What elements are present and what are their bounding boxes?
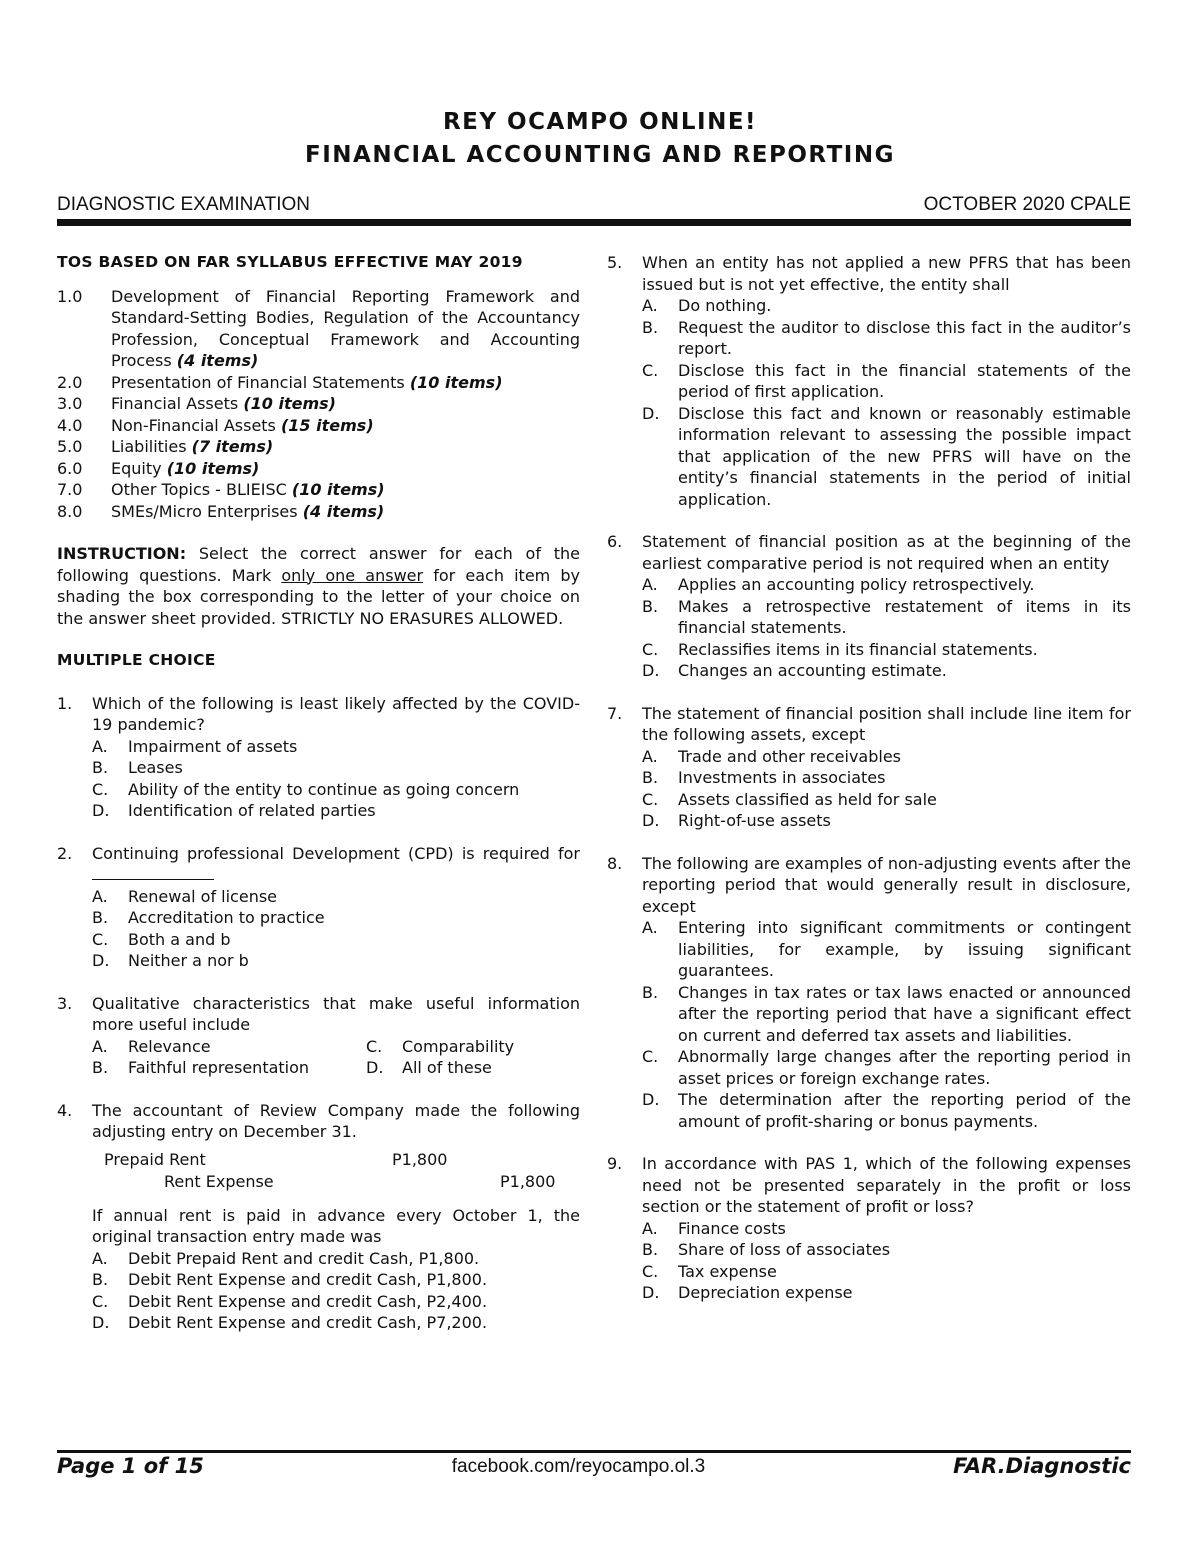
option-letter: C.: [92, 929, 109, 949]
option-a: [642, 746, 1131, 768]
option-d: [642, 660, 1131, 682]
tos-item: [57, 372, 580, 394]
option-b: [642, 1239, 1131, 1261]
option-b: [92, 907, 580, 929]
question-4: [57, 1100, 580, 1334]
section-heading: MULTIPLE CHOICE: [57, 651, 216, 669]
option-b: [642, 317, 1131, 360]
tos-item-count: (7 items): [191, 437, 274, 456]
option-text: Both a and b: [128, 929, 231, 949]
debit-account: Prepaid Rent: [104, 1149, 206, 1169]
option-text: Investments in associates: [678, 768, 886, 787]
option-text: Changes in tax rates or tax laws enacted or announced after the reporting period that have a significant effect on current and deferred tax assets and liabilities.: [678, 982, 1131, 1045]
option-c: [92, 929, 580, 951]
option-letter: C.: [642, 360, 659, 380]
option-text: Applies an accounting policy retrospectively.: [678, 575, 1035, 594]
option-letter: B.: [642, 596, 659, 616]
option-a: [92, 736, 580, 758]
option-text: Trade and other receivables: [678, 746, 901, 766]
question-stem: When an entity has not applied a new PFRS that has been issued but is not yet effective, the entity shall: [642, 253, 1131, 294]
tos-item-count: (10 items): [409, 372, 503, 392]
option-letter: D.: [642, 811, 660, 830]
document-subtitle: FINANCIAL ACCOUNTING AND REPORTING: [305, 142, 895, 168]
option-letter: D.: [92, 801, 110, 820]
option-d: [642, 810, 1131, 832]
option-letter: A.: [92, 886, 108, 906]
option-d: [366, 1057, 492, 1079]
tos-item-text: Development of Financial Reporting Framework and Standard-Setting Bodies, Regulation of the Accountancy Profession, Conceptual Framework and Accounting Process: [111, 286, 580, 370]
document-code: FAR.Diagnostic: [953, 1454, 1131, 1478]
tos-item: [57, 479, 580, 501]
option-letter: C.: [642, 1261, 659, 1281]
question-stem-continued: If annual rent is paid in advance every October 1, the original transaction entry made was: [92, 1205, 580, 1246]
option-text: Right-of-use assets: [678, 811, 831, 830]
entry-debit-row: [92, 1149, 580, 1171]
option-text: Depreciation expense: [678, 1283, 853, 1302]
option-text: Debit Rent Expense and credit Cash, P7,200.: [128, 1313, 488, 1332]
option-letter: B.: [642, 768, 659, 787]
question-number: 4.: [57, 1100, 73, 1120]
exam-name: DIAGNOSTIC EXAMINATION: [57, 194, 311, 215]
option-text: Ability of the entity to continue as going concern: [128, 779, 520, 799]
option-c: [642, 1261, 1131, 1283]
question-number: 3.: [57, 993, 73, 1013]
option-b: [642, 767, 1131, 789]
option-letter: A.: [642, 296, 658, 315]
option-c: [92, 1291, 580, 1313]
tos-item-number: 7.0: [57, 480, 83, 499]
question-stem-text: Continuing professional Development (CPD) is required for: [92, 843, 580, 863]
tos-item-count: (4 items): [176, 351, 259, 370]
option-letter: C.: [366, 1036, 383, 1056]
tos-item-number: 8.0: [57, 501, 83, 521]
option-letter: A.: [642, 575, 658, 594]
option-c: [92, 779, 580, 801]
option-text: Do nothing.: [678, 296, 772, 315]
tos-item-number: 5.0: [57, 437, 83, 456]
credit-amount: P1,800: [500, 1171, 556, 1191]
option-letter: B.: [92, 1270, 109, 1289]
option-text: Disclose this fact and known or reasonably estimable information relevant to assessing the possible impact that application of the new PFRS will have on the entity’s financial statements in the period of initial application.: [678, 403, 1131, 509]
tos-item-text: SMEs/Micro Enterprises: [111, 501, 298, 521]
tos-item-number: 3.0: [57, 394, 83, 413]
question-9: [607, 1153, 1131, 1304]
question-2: [57, 843, 580, 972]
option-letter: D.: [92, 951, 110, 970]
option-text: Tax expense: [678, 1261, 777, 1281]
option-letter: B.: [92, 908, 109, 927]
question-stem: The statement of financial position shall include line item for the following assets, except: [642, 703, 1131, 744]
question-number: 1.: [57, 693, 73, 713]
page-number: Page 1 of 15: [57, 1454, 204, 1478]
option-b: [92, 1057, 366, 1079]
option-c: [642, 639, 1131, 661]
option-c: [642, 789, 1131, 811]
option-a: [92, 886, 580, 908]
option-text: Entering into significant commitments or contingent liabilities, for example, by issuing significant guarantees.: [678, 918, 1131, 980]
option-letter: B.: [642, 317, 659, 337]
option-c: [642, 1046, 1131, 1089]
option-d: [642, 403, 1131, 511]
option-b: [642, 596, 1131, 639]
option-text: Finance costs: [678, 1218, 786, 1238]
tos-item-count: (15 items): [280, 415, 374, 435]
question-8: [607, 853, 1131, 1133]
option-text: Request the auditor to disclose this fact in the auditor’s report.: [678, 317, 1131, 358]
option-text: Relevance: [128, 1036, 211, 1056]
option-b: [92, 1269, 580, 1291]
exam-date: OCTOBER 2020 CPALE: [923, 194, 1131, 215]
instruction-label: INSTRUCTION:: [57, 544, 187, 563]
footer-link[interactable]: facebook.com/reyocampo.ol.3: [451, 1456, 706, 1477]
option-letter: B.: [92, 1058, 109, 1077]
question-stem: The accountant of Review Company made the following adjusting entry on December 31.: [92, 1100, 580, 1141]
debit-amount: P1,800: [392, 1149, 448, 1169]
question-5: [607, 252, 1131, 510]
footer-rule: [57, 1450, 1131, 1453]
option-text: Assets classified as held for sale: [678, 789, 937, 809]
option-text: The determination after the reporting period of the amount of profit-sharing or bonus payments.: [678, 1090, 1131, 1131]
option-a: [642, 295, 1131, 317]
option-text: Disclose this fact in the financial statements of the period of first application.: [678, 360, 1131, 401]
option-text: All of these: [402, 1058, 492, 1077]
tos-item-text: Equity: [111, 458, 162, 478]
option-d: [92, 1312, 580, 1334]
option-text: Identification of related parties: [128, 801, 376, 820]
tos-item-number: 4.0: [57, 415, 83, 435]
option-text: Renewal of license: [128, 886, 278, 906]
question-number: 7.: [607, 703, 623, 723]
option-text: Changes an accounting estimate.: [678, 661, 947, 680]
right-column: [607, 252, 1131, 1304]
tos-item: [57, 286, 580, 372]
question-number: 8.: [607, 853, 623, 873]
option-b: [642, 982, 1131, 1047]
option-text: Abnormally large changes after the reporting period in asset prices or foreign exchange rates.: [678, 1047, 1131, 1088]
question-stem: Statement of financial position as at the beginning of the earliest comparative period is not required when an entity: [642, 532, 1131, 573]
tos-item-number: 6.0: [57, 458, 83, 478]
option-text: Comparability: [402, 1036, 515, 1056]
option-a: [642, 917, 1131, 982]
option-a: [92, 1036, 366, 1058]
entry-credit-row: [92, 1171, 580, 1193]
answer-blank: [92, 864, 214, 880]
question-3: [57, 993, 580, 1079]
option-c: [366, 1036, 514, 1058]
tos-item-text: Non-Financial Assets: [111, 415, 276, 435]
question-number: 9.: [607, 1154, 623, 1173]
tos-item-text: Liabilities: [111, 437, 187, 456]
instruction-emphasis: only one answer: [281, 565, 424, 585]
tos-item-count: (10 items): [291, 480, 385, 499]
tos-item-text: Financial Assets: [111, 394, 239, 413]
exam-subheader: [57, 194, 1131, 216]
tos-item: [57, 415, 580, 437]
option-letter: A.: [92, 1248, 108, 1268]
question-stem: Which of the following is least likely affected by the COVID-19 pandemic?: [92, 693, 580, 734]
page-footer: [57, 1456, 1131, 1478]
option-text: Leases: [128, 758, 183, 777]
option-text: Debit Rent Expense and credit Cash, P1,800.: [128, 1270, 488, 1289]
option-letter: C.: [92, 1291, 109, 1311]
instruction-text-end: for each item by shading the box corresponding to the letter of your choice on the answer sheet provided. STRICTLY NO ERASURES ALLOWED.: [57, 565, 581, 628]
question-number: 5.: [607, 253, 623, 272]
option-d: [642, 1089, 1131, 1132]
option-letter: D.: [642, 1283, 660, 1302]
question-7: [607, 703, 1131, 832]
credit-account: Rent Expense: [164, 1171, 274, 1191]
question-stem: Qualitative characteristics that make useful information more useful include: [92, 993, 580, 1034]
tos-item: [57, 393, 580, 415]
option-a: [642, 574, 1131, 596]
tos-item-count: (4 items): [302, 501, 385, 521]
option-text: Reclassifies items in its financial statements.: [678, 639, 1038, 659]
option-letter: C.: [642, 789, 659, 809]
tos-heading: TOS BASED ON FAR SYLLABUS EFFECTIVE MAY 2019: [57, 253, 523, 271]
instruction-text: Select the correct answer for each of the following questions. Mark: [57, 544, 580, 585]
tos-item-count: (10 items): [166, 458, 260, 478]
option-text: Debit Rent Expense and credit Cash, P2,400.: [128, 1291, 488, 1311]
tos-item: [57, 436, 580, 458]
tos-item-number: 2.0: [57, 372, 83, 392]
option-text: Neither a nor b: [128, 951, 249, 970]
option-d: [92, 950, 580, 972]
option-letter: D.: [92, 1313, 110, 1332]
option-d: [92, 800, 580, 822]
option-letter: C.: [92, 779, 109, 799]
option-text: Share of loss of associates: [678, 1240, 891, 1259]
option-letter: C.: [642, 639, 659, 659]
question-1: [57, 693, 580, 822]
header-rule: [57, 219, 1131, 226]
option-d: [642, 1282, 1131, 1304]
journal-entry: [92, 1149, 580, 1193]
question-number: 2.: [57, 843, 73, 863]
option-letter: A.: [642, 918, 658, 937]
option-c: [642, 360, 1131, 403]
tos-item-count: (10 items): [243, 394, 336, 413]
option-a: [642, 1218, 1131, 1240]
option-letter: A.: [92, 736, 108, 756]
tos-item: [57, 458, 580, 480]
tos-item-number: 1.0: [57, 286, 83, 306]
option-b: [92, 757, 580, 779]
tos-item-text: Presentation of Financial Statements: [111, 372, 405, 392]
option-a: [92, 1248, 580, 1270]
option-letter: D.: [366, 1058, 384, 1077]
question-stem: [92, 843, 580, 886]
question-stem: The following are examples of non-adjusting events after the reporting period that would generally result in disclosure, except: [642, 853, 1131, 916]
option-text: Debit Prepaid Rent and credit Cash, P1,800.: [128, 1248, 480, 1268]
option-text: Accreditation to practice: [128, 908, 325, 927]
tos-item: [57, 501, 580, 523]
document-title: REY OCAMPO ONLINE!: [442, 109, 758, 135]
option-letter: A.: [642, 1218, 658, 1238]
option-letter: B.: [642, 982, 659, 1002]
option-text: Impairment of assets: [128, 736, 298, 756]
option-letter: B.: [92, 758, 109, 777]
tos-list: [57, 286, 580, 523]
tos-item-text: Other Topics - BLIEISC: [111, 480, 287, 499]
option-letter: C.: [642, 1047, 659, 1066]
instruction-paragraph: [57, 543, 580, 629]
option-letter: B.: [642, 1240, 659, 1259]
option-letter: D.: [642, 661, 660, 680]
option-letter: D.: [642, 1090, 660, 1109]
option-text: Faithful representation: [128, 1058, 310, 1077]
option-text: Makes a retrospective restatement of items in its financial statements.: [678, 596, 1131, 637]
option-letter: A.: [92, 1036, 108, 1056]
question-number: 6.: [607, 532, 623, 551]
option-letter: A.: [642, 746, 658, 766]
left-column: [57, 252, 580, 1334]
question-6: [607, 531, 1131, 682]
option-letter: D.: [642, 403, 660, 423]
question-stem: In accordance with PAS 1, which of the following expenses need not be presented separately in the profit or loss section or the statement of profit or loss?: [642, 1154, 1131, 1216]
